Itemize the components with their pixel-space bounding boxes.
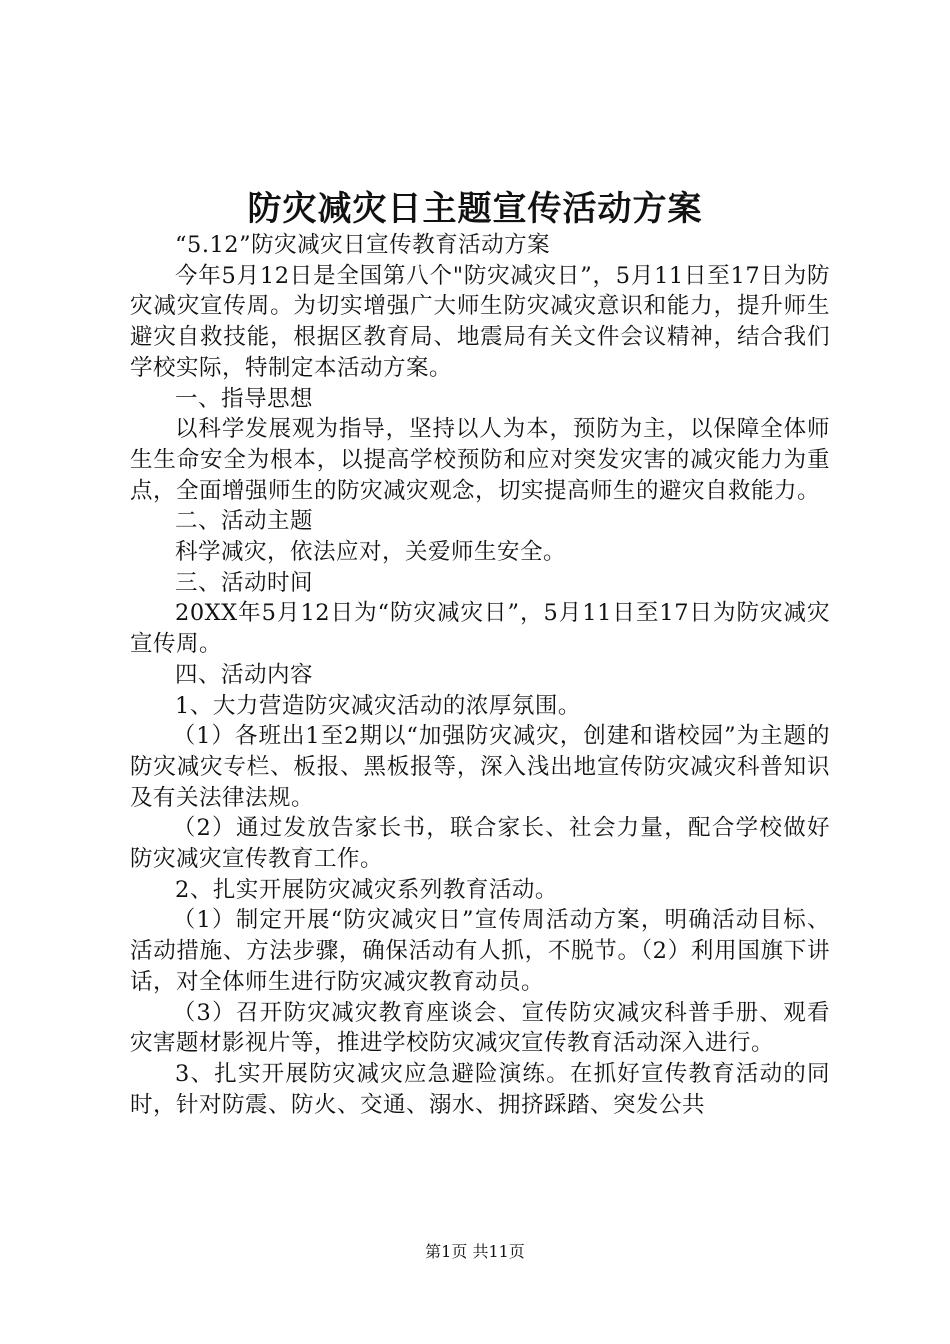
document-title: 防灾减灾日主题宣传活动方案 [247, 189, 703, 229]
section-heading: 三、活动时间 [175, 569, 314, 596]
section-heading: 二、活动主题 [175, 508, 314, 535]
subsection-heading: 2、扎实开展防灾减灾系列教育活动。 [175, 876, 558, 903]
body-paragraph: 3、扎实开展防灾减灾应急避险演练。在抓好宣传教育活动的同时，针对防震、防火、交通、溺水、拥挤踩踏、突发公共 [130, 1060, 830, 1118]
body-paragraph: 以科学发展观为指导，坚持以人为本，预防为主，以保障全体师生生命安全为根本，以提高学校预防和应对突发灾害的减灾能力为重点，全面增强师生的防灾减灾观念，切实提高师生的避灾自救能力。 [130, 416, 830, 504]
document-body [130, 230, 830, 1120]
body-paragraph: （1）制定开展“防灾减灾日”宣传周活动方案，明确活动目标、活动措施、方法步骤，确保活动有人抓，不脱节。（2）利用国旗下讲话，对全体师生进行防灾减灾教育动员。 [130, 907, 830, 995]
subsection-heading: 1、大力营造防灾减灾活动的浓厚氛围。 [175, 692, 581, 719]
body-paragraph: 20XX年5月12日为“防灾减灾日”，5月11日至17日为防灾减灾宣传周。 [130, 600, 830, 658]
body-paragraph: （3）召开防灾减灾教育座谈会、宣传防灾减灾科普手册、观看灾害题材影视片等，推进学校防灾减灾宣传教育活动深入进行。 [130, 999, 830, 1057]
section-heading: 四、活动内容 [175, 661, 314, 688]
body-paragraph: 科学减灾，依法应对，关爱师生安全。 [175, 539, 567, 566]
body-paragraph: （2）通过发放告家长书，联合家长、社会力量，配合学校做好防灾减灾宣传教育工作。 [130, 815, 830, 873]
page-footer: 第1页 共11页 [425, 1242, 525, 1261]
body-paragraph: （1）各班出1至2期以“加强防灾减灾，创建和谐校园”为主题的防灾减灾专栏、板报、黑板报等，深入浅出地宣传防灾减灾科普知识及有关法律法规。 [130, 723, 830, 811]
section-heading: 一、指导思想 [175, 385, 314, 412]
intro-paragraph: 今年5月12日是全国第八个"防灾减灾日”，5月11日至17日为防灾减灾宣传周。为切实增强广大师生防灾减灾意识和能力，提升师生避灾自救技能，根据区教育局、地震局有关文件会议精神，结合我们学校实际，特制定本活动方案。 [130, 262, 830, 381]
subtitle-paragraph: “5.12”防灾减灾日宣传教育活动方案 [175, 232, 551, 258]
